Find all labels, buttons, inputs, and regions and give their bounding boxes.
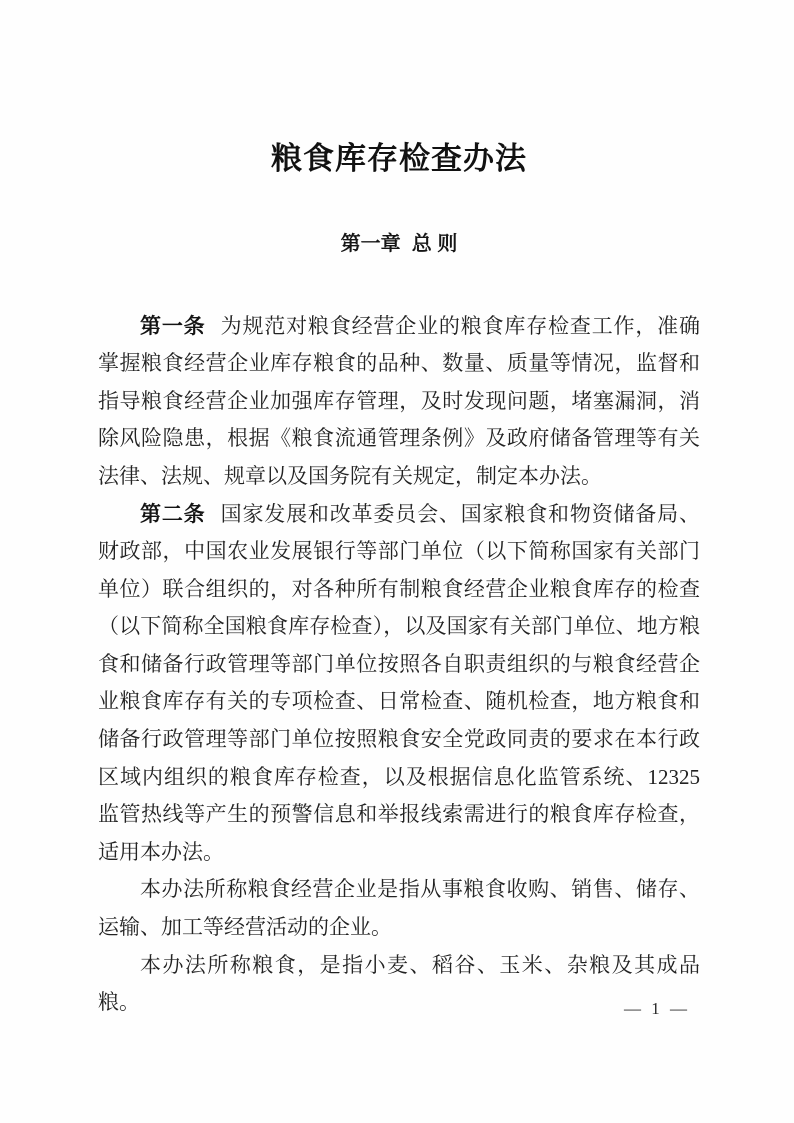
paragraph-definition-enterprise bbox=[98, 871, 700, 946]
page-number: — 1 — bbox=[624, 999, 690, 1018]
article-2-text: 国家发展和改革委员会、国家粮食和物资储备局、财政部，中国农业发展银行等部门单位（以下简称国家有关部门单位）联合组织的，对各种所有制粮食经营企业粮食库存的检查（以下简称全国粮食库存检查），以及国家有关部门单位、地方粮食和储备行政管理等部门单位按照各自职责组织的与粮食经营企业粮食库存有关的专项检查、日常检查、随机检查，地方粮食和储备行政管理等部门单位按照粮食安全党政同责的要求在本行政区域内组织的粮食库存检查，以及根据信息化监管系统、12325 监管热线等产生的预警信息和举报线索需进行的粮食库存检查，适用本办法。 bbox=[98, 501, 701, 864]
paragraph-4-text: 本办法所称粮食，是指小麦、稻谷、玉米、杂粮及其成品粮。 bbox=[98, 952, 700, 1015]
chapter-heading: 第一章 总 则 bbox=[340, 232, 458, 255]
document-title: 粮食库存检查办法 bbox=[271, 141, 527, 176]
article-1-text: 为规范对粮食经营企业的粮食库存检查工作，准确掌握粮食经营企业库存粮食的品种、数量、质量等情况，监督和指导粮食经营企业加强库存管理，及时发现问题，堵塞漏洞，消除风险隐患，根据《粮食流通管理条例》及政府储备管理等有关法律、法规、规章以及国务院有关规定，制定本办法。 bbox=[98, 313, 701, 488]
article-2-number: 第二条 bbox=[140, 502, 206, 526]
paragraph-article-1 bbox=[98, 308, 700, 496]
paragraph-3-text: 本办法所称粮食经营企业是指从事粮食收购、销售、储存、运输、加工等经营活动的企业。 bbox=[98, 877, 700, 940]
document-body bbox=[98, 308, 700, 1022]
paragraph-definition-grain bbox=[98, 947, 700, 1022]
article-1-number: 第一条 bbox=[140, 314, 206, 338]
paragraph-article-2 bbox=[98, 496, 700, 872]
